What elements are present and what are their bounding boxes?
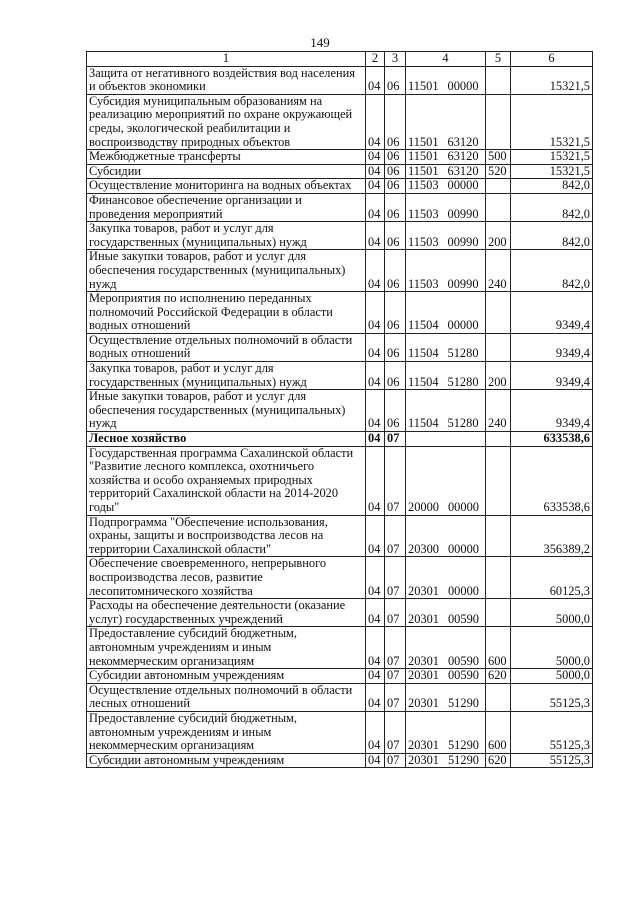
target-article-code [406,164,486,179]
section-code: 04 [366,432,385,447]
amount-value: 55125,3 [511,753,593,768]
subsection-code: 06 [385,333,406,361]
table-row [87,362,593,390]
subsection-code: 06 [385,222,406,250]
expense-type-code: 520 [486,164,511,179]
column-header: 2 [366,52,385,67]
target-article-program: 11501 [408,149,439,164]
target-article-program: 11504 [408,416,439,431]
target-article-program: 11504 [408,318,439,333]
target-article-program: 11503 [408,234,439,249]
expense-type-code [486,94,511,149]
subsection-code: 07 [385,753,406,768]
target-article-direction: 00000 [447,178,479,193]
table-row [87,193,593,221]
table-row [87,432,593,447]
target-article-code [406,557,486,599]
target-article-direction: 63120 [447,149,479,164]
subsection-code: 06 [385,193,406,221]
subsection-code: 06 [385,66,406,94]
section-code: 04 [366,515,385,557]
subsection-code: 07 [385,627,406,669]
table-row [87,753,593,768]
section-code: 04 [366,446,385,515]
column-header: 5 [486,52,511,67]
target-article-program: 20300 [408,541,439,556]
target-article-program: 11501 [408,79,439,94]
expense-type-code: 200 [486,362,511,390]
table-row [87,515,593,557]
table-row [87,333,593,361]
section-code: 04 [366,711,385,753]
amount-value: 842,0 [511,179,593,194]
section-code: 04 [366,627,385,669]
target-article-direction: 00000 [447,541,479,556]
row-name: Расходы на обеспечение деятельности (оказание услуг) государственных учреждений [87,599,366,627]
expense-type-code: 500 [486,150,511,165]
subsection-code: 07 [385,432,406,447]
target-article-code [406,599,486,627]
target-article-direction: 51280 [447,374,479,389]
table-row [87,669,593,684]
amount-value: 15321,5 [511,66,593,94]
subsection-code: 06 [385,94,406,149]
target-article-direction: 00000 [447,79,479,94]
amount-value: 55125,3 [511,683,593,711]
section-code: 04 [366,557,385,599]
target-article-program: 20301 [408,653,439,668]
expense-type-code [486,599,511,627]
table-row [87,150,593,165]
amount-value: 55125,3 [511,711,593,753]
target-article-code [406,66,486,94]
table-row [87,66,593,94]
target-article-program: 11504 [408,374,439,389]
target-article-code [406,627,486,669]
target-article-code [406,222,486,250]
target-article-code [406,515,486,557]
column-header: 4 [406,52,486,67]
target-article-code [406,94,486,149]
budget-table [86,51,593,768]
target-article-program: 20301 [408,668,439,683]
target-article-code [406,753,486,768]
subsection-code: 06 [385,362,406,390]
amount-value: 9349,4 [511,362,593,390]
amount-value: 633538,6 [511,446,593,515]
row-name: Государственная программа Сахалинской области "Развитие лесного комплекса, охотничьего хозяйства и особо охраняемых природных территорий Сахалинской области на 2014-2020 годы" [87,446,366,515]
section-code: 04 [366,179,385,194]
target-article-direction: 00000 [447,583,479,598]
target-article-program: 11503 [408,178,439,193]
target-article-program: 11504 [408,346,439,361]
expense-type-code [486,333,511,361]
row-name: Закупка товаров, работ и услуг для государственных (муниципальных) нужд [87,362,366,390]
amount-value: 15321,5 [511,150,593,165]
table-row [87,179,593,194]
table-row [87,683,593,711]
subsection-code: 07 [385,683,406,711]
amount-value: 842,0 [511,250,593,292]
section-code: 04 [366,164,385,179]
target-article-program: 11503 [408,206,439,221]
row-name: Подпрограмма "Обеспечение использования, охраны, защиты и воспроизводства лесов на территории Сахалинской области" [87,515,366,557]
target-article-code [406,250,486,292]
target-article-direction: 51280 [447,346,479,361]
target-article-direction: 00590 [447,668,479,683]
row-name: Осуществление отдельных полномочий в области лесных отношений [87,683,366,711]
expense-type-code: 620 [486,753,511,768]
expense-type-code [486,193,511,221]
expense-type-code: 240 [486,390,511,432]
target-article-code [406,179,486,194]
amount-value: 9349,4 [511,292,593,334]
target-article-direction: 00990 [447,234,479,249]
expense-type-code: 620 [486,669,511,684]
expense-type-code: 200 [486,222,511,250]
target-article-direction: 63120 [447,134,479,149]
row-name: Субсидии автономным учреждениям [87,753,366,768]
table-row [87,390,593,432]
section-code: 04 [366,94,385,149]
row-name: Субсидии автономным учреждениям [87,669,366,684]
section-code: 04 [366,66,385,94]
row-name: Осуществление отдельных полномочий в области водных отношений [87,333,366,361]
amount-value: 60125,3 [511,557,593,599]
target-article-code [406,669,486,684]
page-number: 149 [310,35,330,50]
row-name: Финансовое обеспечение организации и проведения мероприятий [87,193,366,221]
subsection-code: 06 [385,150,406,165]
expense-type-code: 600 [486,627,511,669]
target-article-direction: 00990 [447,206,479,221]
expense-type-code [486,432,511,447]
subsection-code: 06 [385,292,406,334]
section-code: 04 [366,292,385,334]
target-article-code [406,711,486,753]
row-name: Осуществление мониторинга на водных объектах [87,179,366,194]
expense-type-code [486,179,511,194]
row-name: Субсидии [87,164,366,179]
table-row [87,446,593,515]
section-code: 04 [366,683,385,711]
target-article-code [406,390,486,432]
subsection-code: 07 [385,446,406,515]
target-article-direction: 00000 [447,500,479,514]
subsection-code: 07 [385,669,406,684]
row-name: Лесное хозяйство [87,432,366,447]
target-article-code [406,292,486,334]
column-header: 3 [385,52,406,67]
target-article-code [406,683,486,711]
table-row [87,292,593,334]
row-name: Субсидия муниципальным образованиям на реализацию мероприятий по охране окружающей среды, экологической реабилитации и воспроизводству природных объектов [87,94,366,149]
target-article-direction: 51290 [447,753,479,767]
target-article-program: 20301 [408,753,439,767]
target-article-program: 11501 [408,164,439,178]
table-row [87,164,593,179]
row-name: Предоставление субсидий бюджетным, автономным учреждениям и иным некоммерческим организациям [87,627,366,669]
subsection-code: 06 [385,390,406,432]
target-article-code [406,150,486,165]
section-code: 04 [366,250,385,292]
target-article-direction: 00590 [447,611,479,626]
table-row [87,222,593,250]
column-header: 1 [87,52,366,67]
table-row [87,250,593,292]
expense-type-code: 600 [486,711,511,753]
table-row [87,711,593,753]
row-name: Мероприятия по исполнению переданных полномочий Российской Федерации в области водных отношений [87,292,366,334]
target-article-direction: 63120 [447,164,479,178]
section-code: 04 [366,222,385,250]
amount-value: 9349,4 [511,333,593,361]
row-name: Предоставление субсидий бюджетным, автономным учреждениям и иным некоммерческим организациям [87,711,366,753]
table-row [87,599,593,627]
section-code: 04 [366,599,385,627]
column-header: 6 [511,52,593,67]
row-name: Закупка товаров, работ и услуг для государственных (муниципальных) нужд [87,222,366,250]
row-name: Межбюджетные трансферты [87,150,366,165]
section-code: 04 [366,390,385,432]
target-article-code [406,446,486,515]
target-article-program: 20301 [408,611,439,626]
subsection-code: 07 [385,599,406,627]
target-article-direction: 00590 [447,653,479,668]
target-article-direction: 51290 [447,696,479,711]
row-name: Иные закупки товаров, работ и услуг для обеспечения государственных (муниципальных) нужд [87,250,366,292]
subsection-code: 06 [385,250,406,292]
target-article-direction: 51290 [447,738,479,753]
target-article-direction: 51280 [447,416,479,431]
amount-value: 15321,5 [511,94,593,149]
row-name: Иные закупки товаров, работ и услуг для обеспечения государственных (муниципальных) нужд [87,390,366,432]
column-header-row [87,52,593,67]
target-article-code [406,362,486,390]
table-row [87,627,593,669]
section-code: 04 [366,333,385,361]
expense-type-code [486,292,511,334]
table-row [87,557,593,599]
expense-type-code: 240 [486,250,511,292]
amount-value: 5000,0 [511,599,593,627]
table-row [87,94,593,149]
expense-type-code [486,683,511,711]
amount-value: 5000,0 [511,669,593,684]
amount-value: 356389,2 [511,515,593,557]
subsection-code: 07 [385,711,406,753]
section-code: 04 [366,753,385,768]
row-name: Обеспечение своевременного, непрерывного воспроизводства лесов, развитие лесопитомнического хозяйства [87,557,366,599]
target-article-program: 11503 [408,276,439,291]
amount-value: 15321,5 [511,164,593,179]
amount-value: 842,0 [511,193,593,221]
row-name: Защита от негативного воздействия вод населения и объектов экономики [87,66,366,94]
amount-value: 5000,0 [511,627,593,669]
amount-value: 842,0 [511,222,593,250]
target-article-direction: 00000 [447,318,479,333]
section-code: 04 [366,193,385,221]
target-article-direction: 00990 [447,276,479,291]
subsection-code: 06 [385,179,406,194]
subsection-code: 07 [385,557,406,599]
target-article-program: 11501 [408,134,439,149]
amount-value: 9349,4 [511,390,593,432]
target-article-program: 20301 [408,583,439,598]
target-article-program: 20301 [408,738,439,753]
target-article-program: 20000 [408,500,439,514]
section-code: 04 [366,669,385,684]
subsection-code: 07 [385,515,406,557]
target-article-program: 20301 [408,696,439,711]
expense-type-code [486,557,511,599]
section-code: 04 [366,150,385,165]
target-article-code [406,193,486,221]
section-code: 04 [366,362,385,390]
amount-value: 633538,6 [511,432,593,447]
target-article-code [406,432,486,447]
expense-type-code [486,66,511,94]
target-article-code [406,333,486,361]
expense-type-code [486,446,511,515]
subsection-code: 06 [385,164,406,179]
expense-type-code [486,515,511,557]
